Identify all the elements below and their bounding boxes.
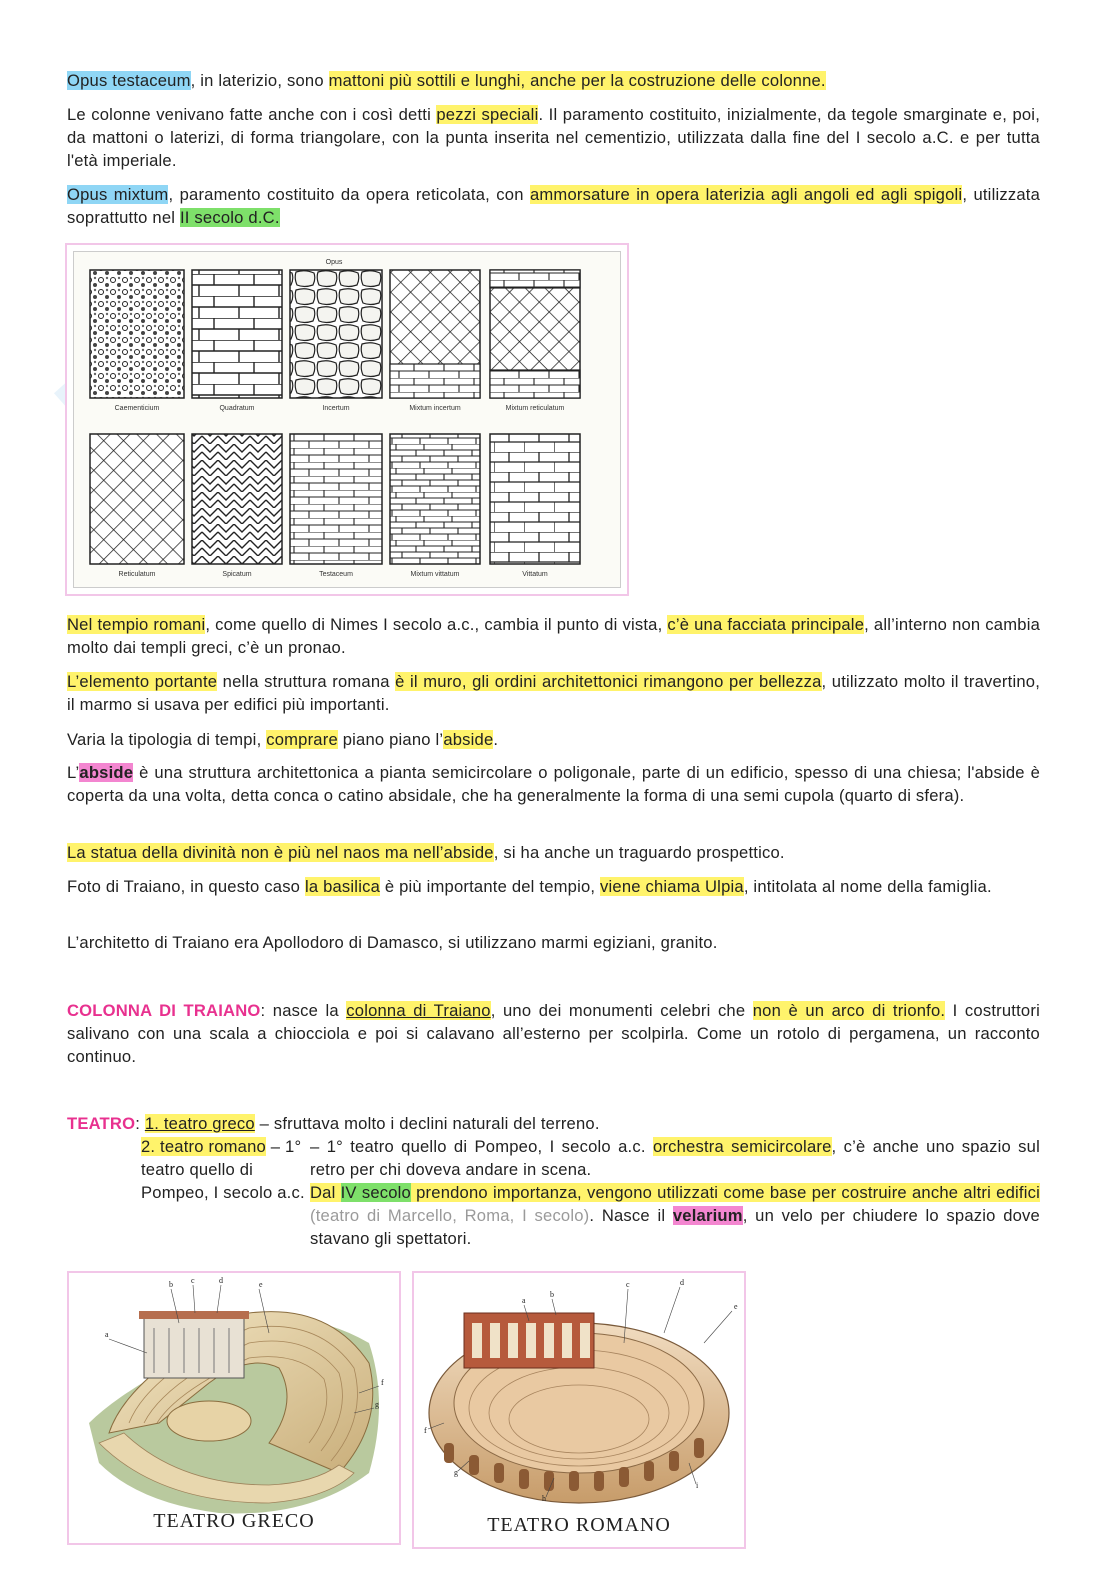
letter-label: i: [696, 1481, 699, 1490]
teatro-greco-illustration: [69, 1273, 399, 1543]
term-opus-testaceum: Opus testaceum: [67, 71, 191, 90]
letter-label: a: [105, 1330, 109, 1339]
teatro-romano-figure: [412, 1271, 746, 1549]
paragraph-abside: L’abside è una struttura architettonica a pianta semicircolare o poligonale, parte di un edificio, spesso di una chiesa; l'abside è coperta da una volta, detta conca o catino absidale, che ha generalmente la forma di una semi cupola (quarto di sfera).: [67, 763, 1040, 805]
paragraph-tempio-romano: Nel tempio romani, come quello di Nimes I secolo a.c., cambia il punto di vista, c’è una facciata principale, all’interno non cambia molto dai templi greci, c’è un pronao.: [67, 615, 1041, 657]
teatro-romano-caption: TEATRO ROMANO: [487, 1514, 671, 1536]
letter-label: e: [734, 1302, 738, 1311]
term-velarium: velarium: [672, 1206, 743, 1225]
teatro-greco-caption: TEATRO GRECO: [153, 1510, 315, 1532]
teatro-item-2: 2. teatro romano – 1° teatro quello di Pompeo, I secolo a.c.: [141, 1137, 305, 1202]
opus-label: Mixtum vittatum: [410, 571, 460, 578]
opus-label: Caementicium: [114, 405, 160, 412]
opus-label: Mixtum incertum: [409, 405, 461, 412]
letter-label: b: [550, 1290, 554, 1299]
teatro-greco-figure: [67, 1271, 401, 1545]
paragraph-opus-mixtum: Opus mixtum, paramento costituito da opera reticolata, con ammorsature in opera laterizia agli angoli ed agli spigoli, utilizzata soprattutto nel II secolo d.C.: [67, 185, 1041, 227]
letter-label: g: [454, 1468, 458, 1477]
letter-label: c: [191, 1276, 195, 1285]
paragraph-elemento-portante: L’elemento portante nella struttura romana è il muro, gli ordini architettonici rimangono per bellezza, utilizzato molto il travertino, il marmo si usava per edifici più importanti.: [67, 672, 1041, 714]
paragraph-traiano: Foto di Traiano, in questo caso la basilica è più importante del tempio, viene chiama Ulpia, intitolata al nome della famiglia.: [67, 877, 992, 896]
teatro-romano-illustration: [414, 1273, 744, 1547]
paragraph-tipologia: Varia la tipologia di tempi, comprare piano piano l’abside.: [67, 730, 499, 749]
opus-label: Reticulatum: [118, 571, 156, 578]
letter-label: b: [169, 1280, 173, 1289]
letter-label: e: [259, 1280, 263, 1289]
letter-label: c: [626, 1280, 630, 1289]
section-heading-teatro: TEATRO: [67, 1114, 136, 1133]
teatro-item-2-desc: – 1° teatro quello di Pompeo, I secolo a.c. orchestra semicircolare, c’è anche uno spazio sul retro per chi doveva andare in scena.: [310, 1137, 1040, 1179]
opus-label: Testaceum: [319, 571, 353, 578]
opus-label: Quadratum: [219, 405, 255, 412]
letter-label: f: [424, 1426, 427, 1435]
paragraph-colonne: Le colonne venivano fatte anche con i così detti pezzi speciali. Il paramento costituito, inizialmente, da tegole smarginate e, poi, da mattoni o laterizi, di forma triangolare, con la punta inserita nel cementizio, utilizzata dalla fine del I secolo a.C. e per tutta l'età imperiale.: [67, 105, 1040, 170]
teatro-line-1: TEATRO: 1. teatro greco – sfruttava molto i declini naturali del terreno.: [67, 1114, 600, 1133]
letter-label: a: [522, 1296, 526, 1305]
paragraph-opus-testaceum: Opus testaceum, in laterizio, sono mattoni più sottili e lunghi, anche per la costruzione delle colonne.: [67, 71, 826, 90]
opus-label: Incertum: [322, 405, 350, 412]
opus-label: Spicatum: [222, 571, 252, 578]
opus-figure: [65, 243, 629, 596]
opus-title: Opus: [325, 259, 343, 266]
letter-label: d: [219, 1276, 223, 1285]
section-heading-colonna: COLONNA DI TRAIANO: [67, 1001, 261, 1020]
paragraph-apollodoro: L’architetto di Traiano era Apollodoro di Damasco, si utilizzano marmi egiziani, granito.: [67, 933, 718, 952]
paragraph-colonna-traiano: COLONNA DI TRAIANO: nasce la colonna di Traiano, uno dei monumenti celebri che non è un arco di trionfo. I costruttori salivano con una scala a chiocciola e poi si calavano all’esterno per scolpirla. Come un rotolo di pergamena, un racconto continuo.: [67, 1001, 1040, 1066]
opus-diagram: [74, 252, 620, 587]
opus-label: Mixtum reticulatum: [505, 405, 565, 412]
letter-label: h: [542, 1494, 546, 1503]
letter-label: g: [375, 1400, 379, 1409]
term-opus-mixtum: Opus mixtum: [67, 185, 169, 204]
letter-label: f: [381, 1378, 384, 1387]
opus-label: Vittatum: [522, 571, 548, 578]
paragraph-statua: La statua della divinità non è più nel naos ma nell’abside, si ha anche un traguardo prospettico.: [67, 843, 785, 862]
term-abside: abside: [79, 763, 134, 782]
teatro-iv-secolo: Dal IV secolo prendono importanza, vengono utilizzati come base per costruire anche altri edifici (teatro di Marcello, Roma, I secolo). Nasce il velarium, un velo per chiudere lo spazio dove stavano gli spettatori.: [310, 1183, 1040, 1248]
letter-label: d: [680, 1278, 684, 1287]
